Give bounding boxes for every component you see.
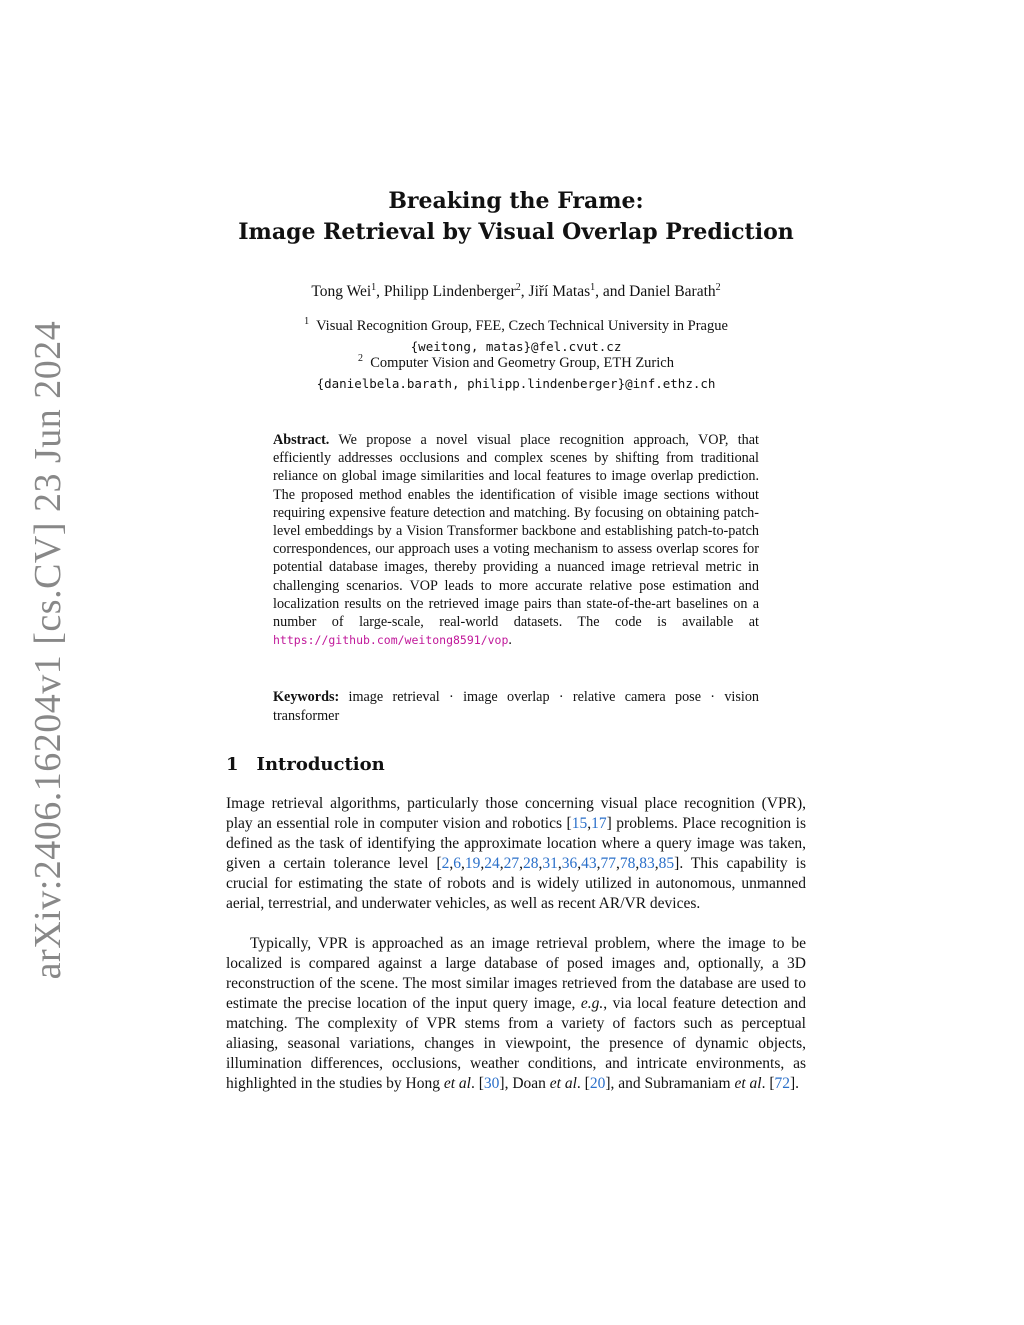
author-affiliation-mark: 1 (371, 281, 377, 293)
section-title: Introduction (256, 754, 385, 775)
author-affiliation-mark: 2 (515, 281, 521, 293)
citation-link[interactable]: 72 (774, 1075, 791, 1092)
abstract-text: We propose a novel visual place recognition approach, VOP, that efficiently addresses occlusions and complex scenes by shifting from traditional reliance on global image similarities and local features to image overlap prediction. The proposed method enables the identification of visible image sections without requiring expensive feature detection and matching. By focusing on obtaining patch-level embeddings by a Vision Transformer backbone and establishing patch-to-patch correspondences, our approach uses a voting mechanism to assess overlap scores for potential database images, thereby providing a nuanced image retrieval metric in challenging scenarios. VOP leads to more accurate relative pose estimation and localization results on the retrieved image pairs than state-of-the-art baselines on a number of large-scale, real-world datasets. The code is available at (273, 432, 759, 631)
citation-link[interactable]: 20 (589, 1075, 606, 1092)
author-name: Jiří Matas (528, 283, 591, 300)
citation-link[interactable]: 83 (639, 855, 655, 872)
citation-link[interactable]: 15 (571, 815, 588, 832)
intro-paragraph-1: Image retrieval algorithms, particularly those concerning visual place recognition (VPR), play an essential role in computer vision and robotics [15,17] problems. Place recognition is defined as the task of identifying the approximate location where a query image was taken, given a certain tolerance level [2,6,19,24,27,28,31,36,43,77,78,83,85]. This capability is crucial for estimating the state of robots and is widely utilized in autonomous, unmanned aerial, terrestrial, and underwater vehicles, as well as recent AR/VR devices. (226, 795, 806, 912)
title-line-2: Image Retrieval by Visual Overlap Prediction (238, 219, 794, 245)
affiliation-name: Visual Recognition Group, FEE, Czech Technical University in Prague (316, 318, 728, 334)
citation-link[interactable]: 78 (619, 855, 636, 872)
citation-link[interactable]: 77 (600, 855, 617, 872)
author-affiliation-mark: 1 (590, 281, 596, 293)
section-heading (226, 754, 385, 775)
citation-link[interactable]: 30 (483, 1075, 500, 1092)
affiliation-2 (226, 355, 806, 372)
citation-link[interactable]: 6 (453, 855, 462, 872)
title-line-1: Breaking the Frame: (388, 188, 644, 214)
arxiv-identifier: arXiv:2406.16204v1 [cs.CV] 23 Jun 2024 (27, 320, 69, 980)
author-affiliation-mark: 2 (715, 281, 721, 293)
affiliation-mark: 2 (358, 353, 364, 365)
citation-link[interactable]: 2 (441, 855, 450, 872)
affiliation-mark: 1 (304, 316, 310, 328)
citation-link[interactable]: 31 (542, 855, 558, 872)
abstract-label: Abstract. (273, 432, 330, 448)
affiliation-name: Computer Vision and Geometry Group, ETH Zurich (370, 355, 674, 371)
abstract: Abstract. We propose a novel visual place recognition approach, VOP, that efficiently addresses occlusions and complex scenes by shifting from traditional reliance on global image similarities and local features to image overlap prediction. The proposed method enables the identification of visible image sections without requiring expensive feature detection and matching. By focusing on obtaining patch-level embeddings by a Vision Transformer backbone and establishing patch-to-patch correspondences, our approach uses a voting mechanism to assess overlap scores for potential database images, thereby providing a nuanced image retrieval metric in challenging scenarios. VOP leads to more accurate relative pose estimation and localization results on the retrieved image pairs than state-of-the-art baselines on a number of large-scale, real-world datasets. The code is available at https://github.com/weitong8591/vop. (273, 432, 759, 649)
keywords (273, 688, 759, 725)
citation-link[interactable]: 17 (591, 815, 607, 832)
section-number: 1 (226, 754, 239, 775)
author-name: Philipp Lindenberger (383, 283, 516, 300)
citation-list: 2,6,19,24,27,28,31,36,43,77,78,83,85 (441, 855, 675, 872)
citation-link[interactable]: 85 (658, 855, 675, 872)
citation-link[interactable]: 43 (581, 855, 597, 872)
author-list: Tong Wei$^1$, Philipp Lindenberger$^2$, Jiří Matas$^1$, and Daniel Barath$^2$ (311, 281, 721, 300)
citation-link[interactable]: 19 (464, 855, 481, 872)
affiliation-2-email: {danielbela.barath, philipp.lindenberger}@inf.ethz.ch (316, 376, 716, 391)
intro-paragraph-2: Typically, VPR is approached as an image retrieval problem, where the image to be localized is compared against a large database of posed images and, optionally, a 3D reconstruction of the scene. The most similar images retrieved from the database are used to estimate the precise location of the input query image, e.g., via local feature detection and matching. The complexity of VPR stems from a variety of factors such as perceptual aliasing, seasonal variations, changes in viewpoint, the presence of dynamic objects, illumination differences, occlusions, weather conditions, and intricate environments, as highlighted in the studies by Hong et al. [30], Doan et al. [20], and Subramaniam et al. [72]. (226, 935, 807, 1092)
citation-link[interactable]: 28 (523, 855, 539, 872)
citation-link[interactable]: 27 (503, 855, 520, 872)
citation-link[interactable]: 36 (561, 855, 578, 872)
keywords-label: Keywords: (273, 689, 340, 705)
keywords-text: image retrieval · image overlap · relative camera pose · vision transformer (273, 689, 760, 724)
code-repository-link[interactable]: https://github.com/weitong8591/vop (273, 633, 509, 648)
affiliation-1-email: {weitong, matas}@fel.cvut.cz (410, 339, 622, 354)
author-name: Daniel Barath (629, 283, 716, 300)
affiliation-1 (226, 318, 806, 335)
author-name: Tong Wei (311, 283, 372, 300)
citation-link[interactable]: 24 (484, 855, 500, 872)
paper-title (226, 186, 806, 248)
